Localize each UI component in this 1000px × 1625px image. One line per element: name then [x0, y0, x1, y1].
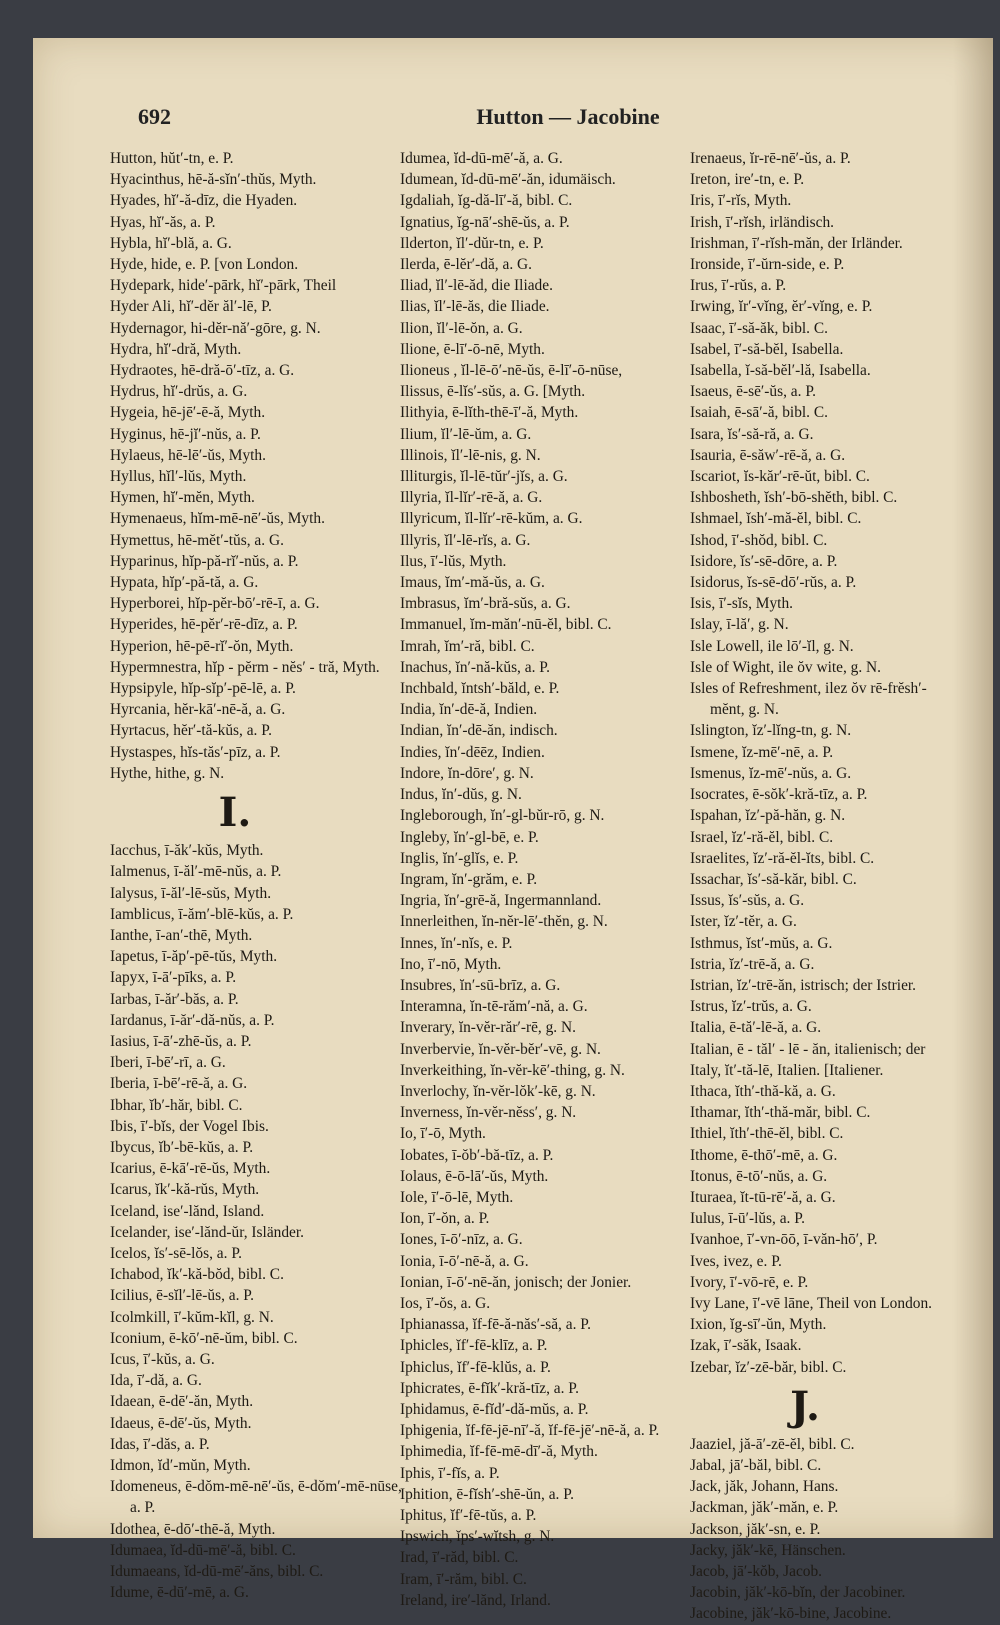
dictionary-entry: Ister, ĭz′-tĕr, a. G. — [690, 913, 797, 931]
dictionary-entry: Hyde, hide, e. P. [von London. — [110, 256, 299, 274]
dictionary-entry: Insubres, ĭn′-sū-brīz, a. G. — [400, 976, 561, 994]
dictionary-entry: Irenaeus, ĭr-rē-nē′-ŭs, a. P. — [690, 150, 851, 167]
dictionary-entry: Ireland, ire′-lănd, Irland. — [400, 1591, 551, 1609]
dictionary-entry: Ithaca, ĭth′-thă-kă, a. G. — [690, 1082, 836, 1100]
dictionary-entry: Iconium, ē-kō′-nē-ŭm, bibl. C. — [110, 1329, 298, 1347]
dictionary-entry: Jacobine, jăk′-kō-bine, Jacobine. — [690, 1605, 892, 1623]
dictionary-entry: Ivory, ī′-vō-rē, e. P. — [690, 1273, 809, 1291]
dictionary-entry: Isidorus, ĭs-sē-dō′-rŭs, a. P. — [690, 574, 857, 592]
dictionary-entry: Ion, ī′-ŏn, a. P. — [400, 1210, 490, 1228]
dictionary-entry: Hyacinthus, hē-ă-sĭn′-thŭs, Myth. — [110, 171, 317, 189]
dictionary-entry: Idumaea, ĭd-dū-mē′-ă, bibl. C. — [110, 1541, 296, 1559]
dictionary-entry: Hydepark, hide′-pārk, hĭ′-pārk, Theil — [110, 277, 337, 295]
dictionary-entry: Ino, ī′-nō, Myth. — [400, 955, 502, 973]
dictionary-entry: Imaus, ĭm′-mă-ŭs, a. G. — [400, 574, 545, 592]
dictionary-entry: Ialmenus, ī-ăl′-mē-nŭs, a. P. — [110, 863, 282, 881]
dictionary-entry: Icus, ī′-kŭs, a. G. — [110, 1350, 215, 1368]
dictionary-entry: Iobates, ī-ŏb′-bă-tīz, a. P. — [400, 1146, 554, 1164]
dictionary-entry: Ignatius, ĭg-nā′-shē-ŭs, a. P. — [400, 213, 570, 231]
page-number: 692 — [138, 104, 171, 129]
dictionary-entry: Icelos, ĭs′-sē-lŏs, a. P. — [110, 1244, 243, 1262]
dictionary-entry: Iphis, ī′-fĭs, a. P. — [400, 1464, 500, 1482]
dictionary-entry: Issus, ĭs′-sŭs, a. G. — [690, 892, 805, 910]
dictionary-entry: Icarius, ē-kā′-rē-ŭs, Myth. — [110, 1160, 271, 1178]
dictionary-entry: Interamna, ĭn-tē-răm′-nă, a. G. — [400, 998, 588, 1016]
dictionary-entry: Issachar, ĭs′-să-kăr, bibl. C. — [690, 870, 857, 888]
dictionary-entry: India, ĭn′-dē-ă, Indien. — [400, 701, 538, 719]
dictionary-entry: Hypsipyle, hĭp-sĭp′-pē-lē, a. P. — [110, 680, 296, 698]
dictionary-entry: Isauria, ē-săw′-rē-ă, a. G. — [690, 446, 846, 464]
dictionary-entry: Idaeus, ē-dē′-ŭs, Myth. — [110, 1414, 252, 1432]
dictionary-entry: Isle Lowell, ile lō′-ĭl, g. N. — [690, 637, 854, 655]
dictionary-entry: Ilderton, ĭl′-dŭr-tn, e. P. — [400, 234, 544, 252]
dictionary-entry: Ilithyia, ē-lĭth-thē-ī′-ă, Myth. — [400, 404, 579, 422]
dictionary-entry: Iberia, ī-bē′-rē-ă, a. G. — [110, 1075, 248, 1093]
dictionary-entry: Ilium, ĭl′-lē-ŭm, a. G. — [400, 425, 532, 443]
dictionary-entry: Israel, ĭz′-ră-ĕl, bibl. C. — [690, 828, 834, 846]
dictionary-entry: Hylaeus, hē-lē′-ŭs, Myth. — [110, 446, 266, 464]
dictionary-entry: Ironside, ī′-ŭrn-side, e. P. — [690, 256, 845, 274]
dictionary-entry: Iphiclus, ĭf′-fē-klŭs, a. P. — [400, 1358, 551, 1376]
dictionary-entry: Iphicles, ĭf′-fē-klīz, a. P. — [400, 1337, 548, 1355]
dictionary-entry: Iapyx, ī-ā′-pīks, a. P. — [110, 969, 237, 987]
dictionary-entry: Ionia, ī-ō′-nē-ă, a. G. — [400, 1252, 529, 1270]
dictionary-entry: Ishmael, ĭsh′-mă-ĕl, bibl. C. — [690, 510, 862, 528]
dictionary-entry: Isaeus, ē-sē′-ŭs, a. P. — [690, 383, 817, 401]
dictionary-entry: Idumean, ĭd-dū-mē′-ăn, idumäisch. — [400, 171, 616, 189]
dictionary-entry: Ilus, ī′-lŭs, Myth. — [400, 552, 507, 570]
dictionary-entry: Jacky, jăk′-kē, Hänschen. — [690, 1541, 846, 1559]
dictionary-entry: Islay, ī-lă′, g. N. — [690, 616, 789, 634]
dictionary-entry: Hyllus, hĭl′-lŭs, Myth. — [110, 468, 247, 486]
dictionary-entry: Idas, ī′-dăs, a. P. — [110, 1435, 210, 1453]
dictionary-entry: Hypermnestra, hĭp - pĕrm - nĕs′ - tră, Myth. — [110, 658, 380, 676]
dictionary-entry: Ireton, ire′-tn, e. P. — [690, 171, 805, 189]
dictionary-entry: Italian, ē - tăl′ - lē - ăn, italienisch; der — [690, 1040, 926, 1058]
dictionary-entry: Igdaliah, ĭg-dă-lī′-ă, bibl. C. — [400, 192, 573, 210]
dictionary-entry: Jack, jăk, Johann, Hans. — [690, 1478, 839, 1496]
dictionary-entry: Iphicrates, ē-fĭk′-kră-tīz, a. P. — [400, 1379, 579, 1397]
dictionary-entry: Hyginus, hē-jĭ′-nŭs, a. P. — [110, 425, 261, 443]
dictionary-entry: Indore, ĭn-dōre′, g. N. — [400, 764, 534, 782]
dictionary-entry: Iarbas, ī-ăr′-băs, a. P. — [110, 990, 239, 1008]
dictionary-entry: Isle of Wight, ile ŏv wite, g. N. — [690, 658, 882, 676]
dictionary-entry: Ionian, ī-ō′-nē-ăn, jonisch; der Jonier. — [400, 1273, 632, 1291]
dictionary-entry: Irish, ī′-rĭsh, irländisch. — [690, 213, 834, 231]
dictionary-entry: Indian, ĭn′-dē-ăn, indisch. — [400, 722, 558, 740]
dictionary-entry: Ianthe, ī-an′-thē, Myth. — [110, 926, 253, 944]
dictionary-entry: Hydernagor, hi-dĕr-nă′-gōre, g. N. — [110, 319, 321, 337]
dictionary-entry: Hyrtacus, hĕr′-tă-kŭs, a. P. — [110, 722, 272, 740]
dictionary-entry: Iole, ī′-ō-lē, Myth. — [400, 1188, 514, 1206]
dictionary-entry: Izak, ī′-săk, Isaak. — [690, 1337, 802, 1355]
dictionary-entry: Iphition, ē-fĭsh′-shē-ŭn, a. P. — [400, 1485, 574, 1503]
dictionary-entry: Hystaspes, hĭs-tăs′-pīz, a. P. — [110, 743, 281, 761]
dictionary-entry: Isabel, ī′-să-bĕl, Isabella. — [690, 340, 844, 358]
dictionary-entry: Hythe, hithe, g. N. — [110, 764, 225, 782]
dictionary-entry: Ixion, ĭg-sī′-ŭn, Myth. — [690, 1316, 827, 1334]
dictionary-entry: Ilissus, ē-lĭs′-sŭs, a. G. [Myth. — [400, 383, 586, 401]
dictionary-entry: Ives, ivez, e. P. — [690, 1252, 782, 1270]
dictionary-entry: Hydraotes, hē-dră-ō′-tīz, a. G. — [110, 362, 295, 380]
dictionary-entry: Inchbald, ĭntsh′-băld, e. P. — [400, 680, 560, 698]
dictionary-entry: Illyricum, ĭl-lĭr′-rē-kŭm, a. G. — [400, 510, 583, 528]
dictionary-entry: Ismene, ĭz-mē′-nē, a. P. — [690, 743, 834, 761]
dictionary-entry: Hutton, hŭt′-tn, e. P. — [110, 150, 234, 167]
dictionary-entry: Isabella, ĭ-să-bĕl′-lă, Isabella. — [690, 362, 871, 380]
dictionary-entry: Imbrasus, ĭm′-bră-sŭs, a. G. — [400, 595, 571, 613]
column-left — [110, 148, 410, 1603]
column-middle — [400, 148, 695, 1611]
dictionary-entry: Istrus, ĭz′-trŭs, a. G. — [690, 998, 812, 1016]
dictionary-entry: Jacob, jā′-kŏb, Jacob. — [690, 1563, 823, 1580]
dictionary-entry: Hyperborei, hĭp-pĕr-bō′-rē-ī, a. G. — [110, 595, 320, 613]
dictionary-entry: Iphimedia, ĭf-fē-mē-dī′-ă, Myth. — [400, 1443, 598, 1461]
dictionary-entry: Ispahan, ĭz′-pă-hăn, g. N. — [690, 807, 846, 825]
dictionary-entry: Illyris, ĭl′-lē-rĭs, a. G. — [400, 531, 531, 549]
dictionary-entry: Inachus, ĭn′-nă-kŭs, a. P. — [400, 658, 550, 676]
dictionary-entry: Hygeia, hē-jē′-ē-ă, Myth. — [110, 404, 266, 422]
dictionary-entry: Italia, ē-tă′-lē-ă, a. G. — [690, 1019, 822, 1037]
dictionary-entry: Ialysus, ī-ăl′-lē-sŭs, Myth. — [110, 884, 272, 902]
dictionary-entry: Ithome, ē-thō′-mē, a. G. — [690, 1146, 838, 1164]
dictionary-entry: Indies, ĭn′-dēēz, Indien. — [400, 743, 545, 761]
dictionary-entry: Isocrates, ē-sŏk′-kră-tīz, a. P. — [690, 786, 868, 804]
dictionary-entry: Hyperion, hē-pē-rĭ′-ŏn, Myth. — [110, 637, 294, 655]
dictionary-entry: Hyder Ali, hĭ′-dĕr ăl′-lē, P. — [110, 298, 272, 316]
dictionary-entry: Idume, ē-dū′-mē, a. G. — [110, 1584, 249, 1602]
dictionary-entry: Iardanus, ī-ăr′-dă-nŭs, a. P. — [110, 1011, 275, 1029]
dictionary-entry: Iones, ī-ō′-nīz, a. G. — [400, 1231, 523, 1249]
dictionary-entry: Iapetus, ī-ăp′-pē-tŭs, Myth. — [110, 948, 278, 966]
dictionary-entry: Inverlochy, ĭn-vĕr-lŏk′-kē, g. N. — [400, 1082, 596, 1100]
dictionary-entry: Isis, ī′-sĭs, Myth. — [690, 595, 793, 613]
dictionary-entry: Irishman, ī′-rĭsh-măn, der Irländer. — [690, 234, 903, 252]
dictionary-entry: Illiturgis, ĭl-lē-tŭr′-jĭs, a. G. — [400, 468, 568, 486]
dictionary-entry: Iolaus, ē-ō-lā′-ŭs, Myth. — [400, 1167, 549, 1185]
dictionary-entry: Irwing, ĭr′-vĭng, ĕr′-vĭng, e. P. — [690, 298, 873, 316]
dictionary-entry: Iris, ī′-rĭs, Myth. — [690, 192, 792, 210]
dictionary-entry: Ilias, ĭl′-lē-ăs, die Iliade. — [400, 298, 550, 316]
dictionary-entry: Hybla, hĭ′-blă, a. G. — [110, 234, 232, 252]
dictionary-entry: Iamblicus, ī-ăm′-blē-kŭs, a. P. — [110, 905, 294, 923]
dictionary-entry: Ituraea, ĭt-tū-rē′-ă, a. G. — [690, 1188, 836, 1206]
dictionary-entry: Idaean, ē-dē′-ăn, Myth. — [110, 1393, 254, 1411]
dictionary-entry: Innerleithen, ĭn-nĕr-lē′-thĕn, g. N. — [400, 913, 608, 931]
dictionary-entry: Isara, ĭs′-să-ră, a. G. — [690, 425, 814, 443]
dictionary-entry: Inverbervie, ĭn-vĕr-bĕr′-vē, g. N. — [400, 1040, 601, 1058]
dictionary-entry: Hyperides, hē-pĕr′-rē-dīz, a. P. — [110, 616, 298, 634]
dictionary-entry: Iulus, ī-ū′-lŭs, a. P. — [690, 1210, 805, 1228]
dictionary-entry: Ivy Lane, ī′-vē lāne, Theil von London. — [690, 1294, 932, 1312]
dictionary-entry: Hydra, hĭ′-dră, Myth. — [110, 340, 242, 358]
dictionary-entry: Hymenaeus, hĭm-mē-nē′-ŭs, Myth. — [110, 510, 325, 528]
dictionary-entry: Hymen, hĭ′-mĕn, Myth. — [110, 489, 255, 507]
dictionary-entry: Inverness, ĭn-vĕr-nĕss′, g. N. — [400, 1104, 577, 1122]
dictionary-entry: Israelites, ĭz′-ră-ĕl-ĭts, bibl. C. — [690, 849, 875, 867]
dictionary-entry: Idumea, ĭd-dū-mē′-ă, a. G. — [400, 150, 563, 167]
section-letter: J. — [790, 1382, 820, 1430]
dictionary-entry: Icilius, ē-sĭl′-lē-ŭs, a. P. — [110, 1287, 254, 1305]
dictionary-entry: Icelander, ise′-lănd-ŭr, Isländer. — [110, 1223, 304, 1241]
dictionary-entry: Ivanhoe, ī′-vn-ōō, ī-văn-hō′, P. — [690, 1231, 878, 1249]
dictionary-entry: Hyades, hĭ′-ă-dīz, die Hyaden. — [110, 192, 298, 210]
dictionary-entry: Inglis, ĭn′-glĭs, e. P. — [400, 849, 519, 867]
dictionary-entry: Ilione, ē-lī′-ō-nē, Myth. — [400, 340, 545, 358]
dictionary-entry: Ilerda, ē-lĕr′-dă, a. G. — [400, 256, 532, 274]
dictionary-entry: Itonus, ē-tō′-nŭs, a. G. — [690, 1167, 828, 1185]
dictionary-entry: Isles of Refreshment, ilez ŏv rē-frĕsh′-mĕnt, g. N. — [690, 680, 927, 719]
dictionary-entry: Idothea, ē-dō′-thē-ă, Myth. — [110, 1520, 276, 1538]
dictionary-entry: Iphitus, ĭf′-fē-tŭs, a. P. — [400, 1507, 537, 1524]
dictionary-entry: Imrah, ĭm′-ră, bibl. C. — [400, 637, 535, 655]
dictionary-entry: Ibis, ī′-bĭs, der Vogel Ibis. — [110, 1117, 269, 1135]
dictionary-entry: Ithiel, ĭth′-thē-ĕl, bibl. C. — [690, 1125, 844, 1143]
dictionary-entry: Iphianassa, ĭf-fē-ă-năs′-să, a. P. — [400, 1316, 591, 1334]
dictionary-entry: Jackman, jăk′-măn, e. P. — [690, 1499, 839, 1517]
dictionary-entry: Indus, ĭn′-dŭs, g. N. — [400, 786, 522, 804]
dictionary-entry: Ingleby, ĭn′-gl-bē, e. P. — [400, 828, 539, 846]
dictionary-entry: Inverary, ĭn-vĕr-răr′-rē, g. N. — [400, 1019, 576, 1037]
dictionary-entry: Ingram, ĭn′-grăm, e. P. — [400, 870, 538, 888]
dictionary-entry: Idmon, ĭd′-mŭn, Myth. — [110, 1456, 251, 1474]
dictionary-entry: Iberi, ī-bē′-rī, a. G. — [110, 1054, 226, 1072]
dictionary-entry: Io, ī′-ō, Myth. — [400, 1125, 486, 1143]
dictionary-entry: Icarus, ĭk′-kă-rŭs, Myth. — [110, 1181, 260, 1199]
dictionary-entry: Iasius, ī-ā′-zhē-ŭs, a. P. — [110, 1032, 252, 1050]
dictionary-entry: Inverkeithing, ĭn-vĕr-kē′-thing, g. N. — [400, 1061, 625, 1079]
dictionary-entry: Ios, ī′-ŏs, a. G. — [400, 1294, 491, 1312]
dictionary-entry: Hydrus, hĭ′-drŭs, a. G. — [110, 383, 248, 401]
dictionary-entry: Ida, ī′-dă, a. G. — [110, 1372, 202, 1390]
dictionary-entry: Irad, ī′-răd, bibl. C. — [400, 1549, 519, 1567]
dictionary-entry: Ilioneus , ĭl-lē-ō′-nē-ŭs, ē-lī′-ō-nūse, — [400, 362, 623, 380]
dictionary-entry: Isidore, ĭs′-sē-dōre, a. P. — [690, 552, 838, 570]
dictionary-entry: Ilion, ĭl′-lē-ŏn, a. G. — [400, 319, 523, 337]
dictionary-entry: Ismenus, ĭz-mē′-nŭs, a. G. — [690, 764, 852, 782]
dictionary-entry: Idumaeans, ĭd-dū-mē′-ăns, bibl. C. — [110, 1563, 324, 1580]
dictionary-entry: Hyrcania, hĕr-kā′-nē-ă, a. G. — [110, 701, 286, 719]
dictionary-entry: Iliad, ĭl′-lē-ăd, die Iliade. — [400, 277, 553, 295]
dictionary-entry: Hyas, hĭ′-ăs, a. P. — [110, 213, 216, 231]
dictionary-entry: Ingleborough, ĭn′-gl-bŭr-rō, g. N. — [400, 807, 605, 825]
dictionary-entry: Ibhar, ĭb′-hăr, bibl. C. — [110, 1096, 243, 1114]
running-title: Hutton — Jacobine — [476, 104, 660, 129]
dictionary-entry: Ithamar, ĭth′-thă-măr, bibl. C. — [690, 1104, 871, 1122]
dictionary-entry: Jaaziel, jă-ā′-zē-ĕl, bibl. C. — [690, 1435, 855, 1453]
dictionary-entry: Idomeneus, ē-dŏm-mē-nē′-ŭs, ē-dŏm′-mē-nūse, a. P. — [110, 1478, 402, 1517]
page-header — [33, 104, 993, 134]
dictionary-entry: Illyria, ĭl-lĭr′-rē-ă, a. G. — [400, 489, 543, 507]
dictionary-entry: Irus, ī′-rŭs, a. P. — [690, 277, 787, 295]
dictionary-entry: Iacchus, ī-ăk′-kŭs, Myth. — [110, 842, 264, 860]
section-letter: I. — [218, 789, 252, 837]
dictionary-entry: Jacobin, jăk′-kō-bĭn, der Jacobiner. — [690, 1584, 906, 1602]
dictionary-entry: Iscariot, ĭs-kăr′-rē-ŭt, bibl. C. — [690, 468, 870, 486]
dictionary-entry: Jackson, jăk′-sn, e. P. — [690, 1520, 821, 1538]
dictionary-entry: Hymettus, hē-mĕt′-tŭs, a. G. — [110, 531, 284, 549]
dictionary-entry: Icolmkill, ī′-kŭm-kĭl, g. N. — [110, 1308, 274, 1326]
dictionary-entry: Istrian, ĭz′-trē-ăn, istrisch; der Istrier. — [690, 976, 917, 994]
dictionary-entry: Ingria, ĭn′-grē-ă, Ingermannland. — [400, 892, 602, 910]
dictionary-entry: Iceland, ise′-lănd, Island. — [110, 1202, 265, 1220]
dictionary-entry: Ishbosheth, ĭsh′-bō-shĕth, bibl. C. — [690, 489, 898, 507]
dictionary-entry: Immanuel, ĭm-măn′-nū-ĕl, bibl. C. — [400, 616, 612, 634]
dictionary-entry: Illinois, ĭl′-lē-nis, g. N. — [400, 446, 541, 464]
dictionary-entry: Istria, ĭz′-trē-ă, a. G. — [690, 955, 815, 973]
dictionary-entry: Ichabod, ĭk′-kă-bŏd, bibl. C. — [110, 1266, 284, 1284]
dictionary-entry: Hyparinus, hĭp-pă-rĭ′-nŭs, a. P. — [110, 552, 299, 570]
column-right — [690, 148, 960, 1625]
dictionary-entry: Islington, ĭz′-lĭng-tn, g. N. — [690, 722, 852, 740]
dictionary-entry: Isthmus, ĭst′-mŭs, a. G. — [690, 934, 833, 952]
dictionary-entry: Iphidamus, ē-fĭd′-dă-mŭs, a. P. — [400, 1400, 589, 1418]
dictionary-entry: Innes, ĭn′-nĭs, e. P. — [400, 934, 513, 952]
dictionary-entry: Ipswich, ĭps′-wĭtsh, g. N. — [400, 1528, 555, 1546]
dictionary-entry: Jabal, jā′-băl, bibl. C. — [690, 1456, 822, 1474]
dictionary-entry: Izebar, ĭz′-zē-băr, bibl. C. — [690, 1358, 847, 1376]
dictionary-entry: Italy, ĭt′-tă-lē, Italien. [Italiener. — [690, 1061, 884, 1079]
dictionary-entry: Isaiah, ē-sā′-ă, bibl. C. — [690, 404, 828, 422]
dictionary-entry: Ishod, ī′-shŏd, bibl. C. — [690, 531, 828, 549]
dictionary-entry: Iphigenia, ĭf-fē-jē-nī′-ă, ĭf-fē-jē′-nē-ă, a. P. — [400, 1422, 660, 1440]
dictionary-entry: Ibycus, ĭb′-bē-kŭs, a. P. — [110, 1138, 254, 1156]
dictionary-entry: Isaac, ī′-să-ăk, bibl. C. — [690, 319, 828, 337]
dictionary-entry: Hypata, hĭp′-pă-tă, a. G. — [110, 574, 259, 592]
dictionary-entry: Iram, ī′-răm, bibl. C. — [400, 1570, 527, 1588]
